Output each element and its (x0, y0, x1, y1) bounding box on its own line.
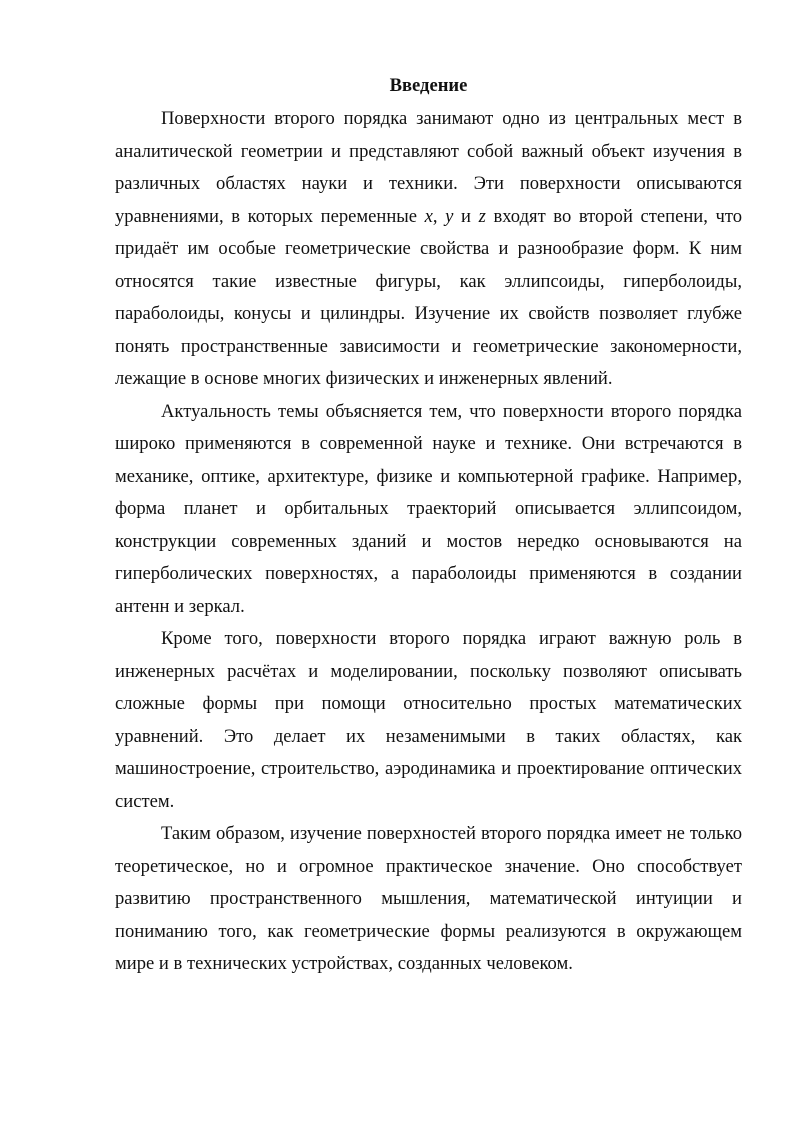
paragraph-text: Таким образом, изучение поверхностей второго порядка имеет не только теоретическое, но и огромное практическое значение. Оно способствует развитию пространственного мышления, математической интуиции и пониманию того, как геометрические формы реализуются в окружающем мире и в технических устройствах, созданных человеком. (115, 823, 742, 974)
paragraph-text: входят во второй степени, что придаёт им особые геометрические свойства и разнообразие форм. К ним относятся такие известные фигуры, как эллипсоиды, гиперболоиды, параболоиды, конусы и цилиндры. Изучение их свойств позволяет глубже понять пространственные зависимости и геометрические закономерности, лежащие в основе многих физических и инженерных явлений. (115, 205, 742, 389)
math-variable: z (478, 205, 486, 227)
body-paragraph (115, 396, 742, 624)
paragraph-list (115, 103, 742, 981)
section-title: Введение (389, 75, 468, 96)
body-paragraph (115, 623, 742, 818)
body-paragraph (115, 818, 742, 981)
document-body (115, 68, 742, 981)
paragraph-text: Поверхности второго порядка занимают одно из центральных мест в аналитической геометрии и представляют собой важный объект изучения в различных областях науки и техники. Эти поверхности описываются уравнениями, в которых переменные (115, 108, 742, 227)
paragraph-text: , (432, 205, 446, 227)
math-variable: x (424, 205, 433, 227)
body-paragraph (115, 103, 742, 396)
paragraph-text: и (453, 205, 479, 227)
math-variable: y (445, 205, 454, 227)
paragraph-text: Актуальность темы объясняется тем, что поверхности второго порядка широко применяются в современной науке и технике. Они встречаются в механике, оптике, архитектуре, физике и компьютерной графике. Например, форма планет и орбитальных траекторий описывается эллипсоидом, конструкции современных зданий и мостов нередко основываются на гиперболических поверхностях, а параболоиды применяются в создании антенн и зеркал. (115, 400, 742, 617)
paragraph-text: Кроме того, поверхности второго порядка играют важную роль в инженерных расчётах и моделировании, поскольку позволяют описывать сложные формы при помощи относительно простых математических уравнений. Это делает их незаменимыми в таких областях, как машиностроение, строительство, аэродинамика и проектирование оптических систем. (115, 628, 742, 812)
